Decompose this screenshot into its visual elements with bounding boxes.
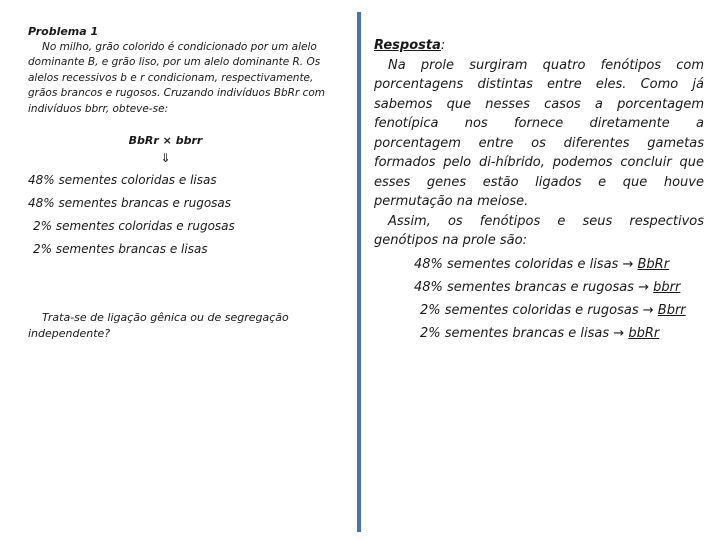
problem-title: Problema 1: [28, 25, 99, 38]
answer-heading: [374, 36, 704, 56]
genotype-value: bbrr: [653, 279, 681, 295]
phenotype-text: 48% sementes coloridas e lisas: [414, 256, 619, 272]
right-arrow-icon: →: [613, 325, 625, 341]
right-arrow-icon: →: [642, 302, 654, 318]
genotype-row: [374, 253, 704, 276]
answer-paragraph-1: Na prole surgiram quatro fenótipos com porcentagens distintas entre eles. Como já sabemos que nesses casos a porcentagem fenotípica nos fornece diretamente a porcentagem entre os diferentes gametas formados pelo di-híbrido, podemos concluir que esses genes estão ligados e que houve permutação na meiose.: [374, 57, 704, 209]
phenotype-text: 2% sementes brancas e lisas: [420, 325, 610, 341]
result-item: 48% sementes brancas e rugosas: [28, 195, 232, 210]
result-item: 2% sementes coloridas e rugosas: [33, 218, 235, 233]
column-divider: [357, 12, 361, 532]
right-arrow-icon: →: [638, 279, 649, 295]
genotype-row: [374, 276, 704, 299]
genotype-row: [374, 299, 704, 322]
right-arrow-icon: →: [622, 256, 634, 272]
problem-statement: No milho, grão colorido é condicionado por um alelo dominante B, e grão liso, por um alelo dominante R. Os alelos recessivos b e r condicionam, respectivamente, grãos brancos e rugosos. Cruzando indivíduos BbRr com indivíduos bbrr, obteve-se:: [28, 40, 326, 115]
results-list: [28, 169, 333, 261]
question-text: Trata-se de ligação gênica ou de segregação independente?: [28, 311, 289, 340]
phenotype-text: 2% sementes coloridas e rugosas: [420, 302, 639, 318]
genotype-list: [374, 253, 704, 345]
answer-title-colon: :: [440, 38, 446, 53]
answer-paragraph-2: Assim, os fenótipos e seus respectivos genótipos na prole são:: [374, 213, 704, 248]
answer-panel: [374, 36, 704, 345]
cross-notation: BbRr × bbrr: [128, 134, 203, 147]
down-arrow-icon: ⇓: [160, 150, 171, 165]
genotype-row: [374, 322, 704, 345]
result-item: 48% sementes coloridas e lisas: [28, 172, 217, 187]
answer-title: Resposta: [374, 38, 441, 53]
problem-panel: [28, 24, 333, 261]
genotype-value: bbRr: [628, 325, 660, 341]
genotype-value: BbRr: [637, 256, 670, 272]
phenotype-text: 48% sementes brancas e rugosas: [414, 279, 634, 295]
result-item: 2% sementes brancas e lisas: [33, 241, 208, 256]
genotype-value: Bbrr: [657, 302, 686, 318]
